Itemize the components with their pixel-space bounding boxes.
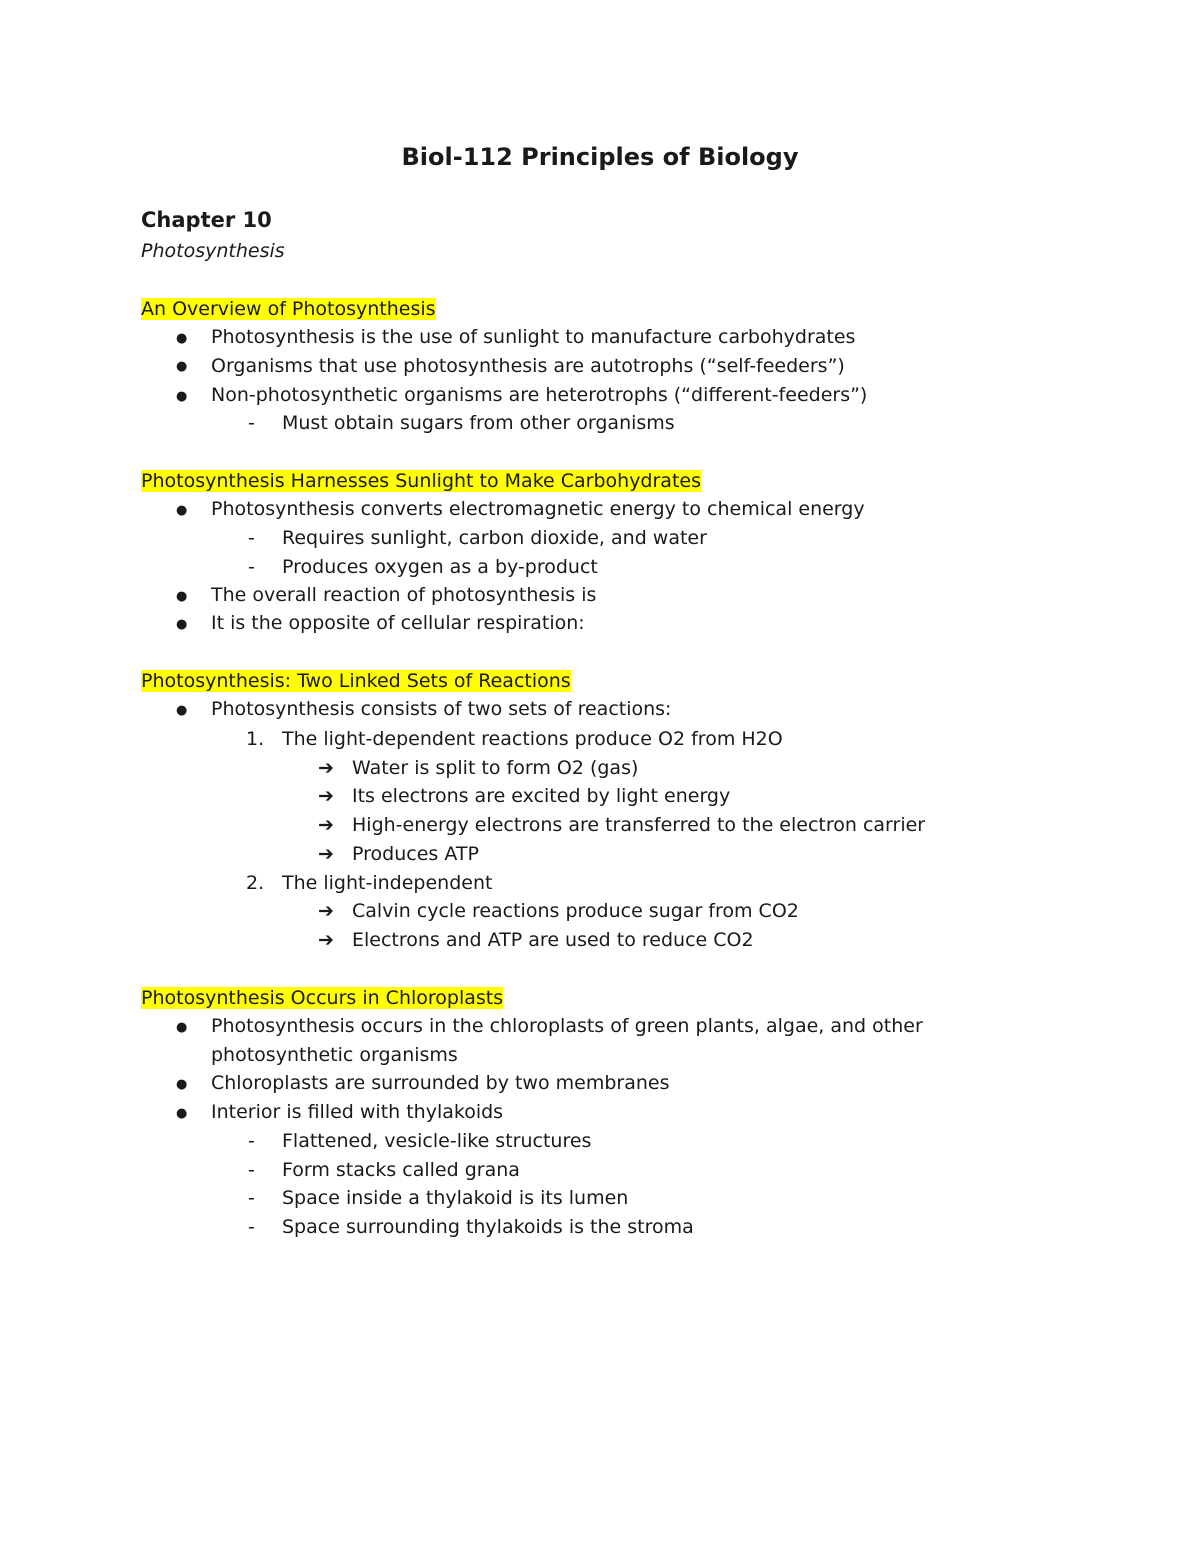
arrow-right-icon: ➔ — [318, 843, 334, 865]
dash-icon: - — [248, 1130, 255, 1152]
bullet-icon: ● — [176, 617, 188, 632]
bullet-icon: ● — [176, 1106, 188, 1121]
dash-icon: - — [248, 1187, 255, 1209]
list-item: Space inside a thylakoid is its lumen — [282, 1187, 629, 1209]
dash-icon: - — [248, 1159, 255, 1181]
list-item: The light-independent — [282, 872, 493, 894]
list-item: Its electrons are excited by light energy — [352, 785, 731, 807]
bullet-icon: ● — [176, 703, 188, 718]
list-item: Produces ATP — [352, 843, 479, 865]
list-number: 2. — [246, 872, 265, 894]
list-item: Flattened, vesicle-like structures — [282, 1130, 592, 1152]
list-item: Electrons and ATP are used to reduce CO2 — [352, 929, 754, 951]
bullet-icon: ● — [176, 331, 188, 346]
list-item: Space surrounding thylakoids is the stroma — [282, 1216, 694, 1238]
list-item: Photosynthesis occurs in the chloroplasts of green plants, algae, and other — [211, 1015, 923, 1037]
list-item: Organisms that use photosynthesis are autotrophs (“self-feeders”) — [211, 355, 845, 377]
list-item: High-energy electrons are transferred to the electron carrier — [352, 814, 926, 836]
list-item: The overall reaction of photosynthesis is — [211, 584, 597, 606]
dash-icon: - — [248, 1216, 255, 1238]
bullet-icon: ● — [176, 503, 188, 518]
bullet-icon: ● — [176, 589, 188, 604]
section-heading: Photosynthesis Harnesses Sunlight to Make Carbohydrates — [141, 470, 701, 492]
dash-icon: - — [248, 527, 255, 549]
list-item: The light-dependent reactions produce O2 from H2O — [282, 728, 783, 750]
list-item: Must obtain sugars from other organisms — [282, 412, 675, 434]
list-item: Water is split to form O2 (gas) — [352, 757, 639, 779]
dash-icon: - — [248, 412, 255, 434]
arrow-right-icon: ➔ — [318, 785, 334, 807]
arrow-right-icon: ➔ — [318, 814, 334, 836]
bullet-icon: ● — [176, 359, 188, 374]
list-item: Non-photosynthetic organisms are heterotrophs (“different-feeders”) — [211, 384, 868, 406]
list-number: 1. — [246, 728, 265, 750]
list-item: Interior is filled with thylakoids — [211, 1101, 504, 1123]
list-item: Chloroplasts are surrounded by two membranes — [211, 1072, 670, 1094]
dash-icon: - — [248, 556, 255, 578]
list-item: Photosynthesis is the use of sunlight to manufacture carbohydrates — [211, 326, 856, 348]
document-title: Biol-112 Principles of Biology — [401, 143, 799, 171]
bullet-icon: ● — [176, 1077, 188, 1092]
list-item: Calvin cycle reactions produce sugar from CO2 — [352, 900, 799, 922]
list-item: Produces oxygen as a by-product — [282, 556, 598, 578]
arrow-right-icon: ➔ — [318, 929, 334, 951]
list-item: Photosynthesis consists of two sets of reactions: — [211, 698, 672, 720]
arrow-right-icon: ➔ — [318, 757, 334, 779]
list-item: Photosynthesis converts electromagnetic energy to chemical energy — [211, 498, 865, 520]
section-heading: Photosynthesis Occurs in Chloroplasts — [141, 987, 504, 1009]
list-item: Requires sunlight, carbon dioxide, and water — [282, 527, 707, 549]
list-item: It is the opposite of cellular respiration: — [211, 612, 585, 634]
bullet-icon: ● — [176, 389, 188, 404]
chapter-heading: Chapter 10 — [141, 208, 272, 232]
list-item: Form stacks called grana — [282, 1159, 520, 1181]
section-heading: Photosynthesis: Two Linked Sets of Reactions — [141, 670, 571, 692]
chapter-subtitle: Photosynthesis — [141, 240, 285, 262]
arrow-right-icon: ➔ — [318, 900, 334, 922]
list-item-continuation: photosynthetic organisms — [211, 1044, 458, 1066]
bullet-icon: ● — [176, 1020, 188, 1035]
section-heading: An Overview of Photosynthesis — [141, 298, 436, 320]
